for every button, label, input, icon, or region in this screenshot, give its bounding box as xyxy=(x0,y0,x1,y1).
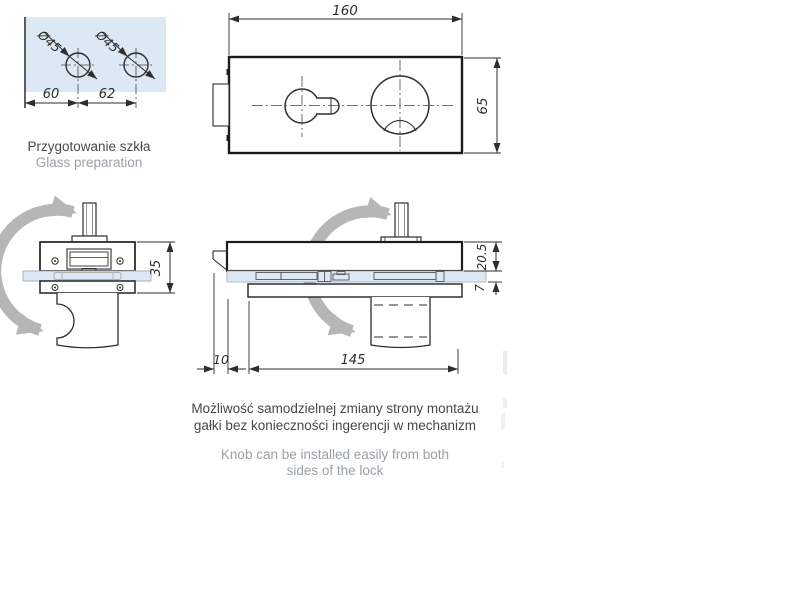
lock-side-view xyxy=(0,203,175,348)
glass-preparation-view xyxy=(24,17,166,108)
dim-62-label: 62 xyxy=(98,87,116,102)
note-en-line2: sides of the lock xyxy=(286,463,384,478)
glass-prep-title-pl: Przygotowanie szkła xyxy=(27,139,151,154)
keyhole-slot xyxy=(317,98,339,114)
note-pl-line2: gałki bez konieczności ingerencji w mechanizm xyxy=(193,418,477,433)
latch-slot-mark-top xyxy=(227,69,230,75)
width-dimension xyxy=(229,13,462,55)
dim-10-label: 10 xyxy=(213,352,229,367)
lock-body-outline xyxy=(229,57,462,153)
latch-bolt xyxy=(213,84,229,126)
knob-side-profile xyxy=(57,293,118,348)
hole-diameter-label-right: Ø45 xyxy=(92,27,123,56)
glass-thickness-dimension xyxy=(488,258,502,295)
latch-bolt-section xyxy=(213,251,228,271)
spindle-flange xyxy=(72,236,107,242)
dim-35-label: 35 xyxy=(149,259,164,277)
glass-prep-title-en: Glass preparation xyxy=(35,155,143,170)
dim-20-5-label: 20.5 xyxy=(475,243,489,271)
lock-top-view xyxy=(213,3,501,153)
hole-diameter-label-left: Ø45 xyxy=(34,27,65,56)
dim-145-label: 145 xyxy=(340,353,366,368)
dim-7-label: 7 xyxy=(473,284,487,292)
body-upper xyxy=(40,242,135,271)
knob-spindle xyxy=(83,203,96,236)
note-pl-line1: Możliwość samodzielnej zmiany strony montażu xyxy=(191,401,479,416)
dim-160-label: 160 xyxy=(332,3,358,19)
glass-preparation-caption xyxy=(8,139,170,171)
knob-installation-note xyxy=(165,400,505,479)
latch-slot-mark-bottom xyxy=(227,135,230,141)
note-en-line1: Knob can be installed easily from both xyxy=(220,447,450,462)
knob-spindle xyxy=(395,203,408,237)
dim-65-label: 65 xyxy=(475,97,491,115)
body-lower-plate xyxy=(248,284,462,297)
body-upper xyxy=(227,242,462,271)
dim-60-label: 60 xyxy=(42,87,60,102)
lock-section-view xyxy=(197,203,502,374)
